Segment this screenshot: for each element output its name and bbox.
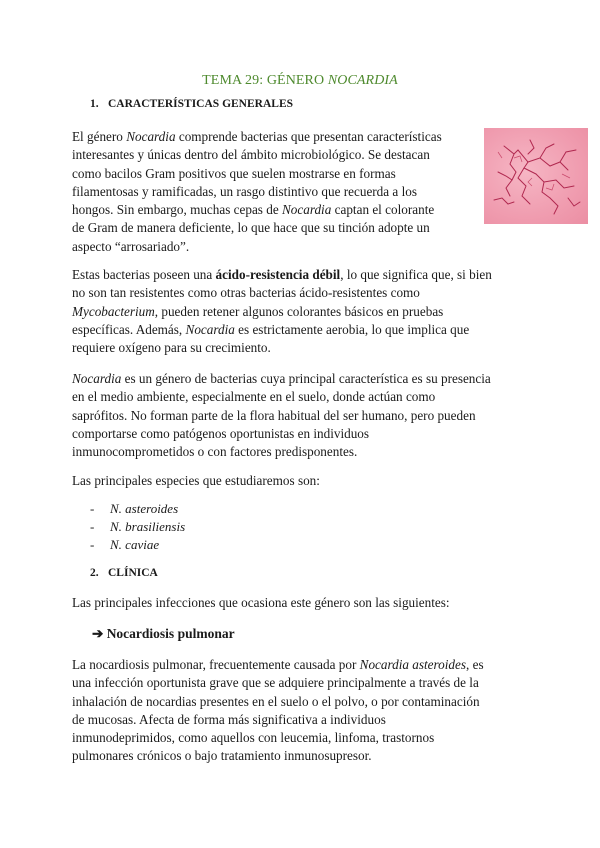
list-item: - N. asteroides (90, 501, 179, 516)
paragraph-species-intro: Las principales especies que estudiaremos son: (72, 473, 320, 488)
list-item: - N. brasiliensis (90, 519, 186, 534)
paragraph-habitat: Nocardia es un género de bacterias cuya principal característica es su presencia en el medio ambiente, especialmente en el suelo, donde actúan como saprófitos. No forman parte de la flora habitual del ser humano, pero pueden comportarse como patógenos oportunistas en individuos inmunocomprometidos o con factores predisponentes. (72, 371, 491, 460)
list-item: - N. caviae (90, 537, 160, 552)
paragraph-pulmonary: La nocardiosis pulmonar, frecuentemente causada por Nocardia asteroides, es una infección oportunista grave que se adquiere principalmente a través de la inhalación de nocardias presentes en el suelo o el polvo, o por contaminación de mucosas. Afecta de forma más significativa a individuos inmunodeprimidos, como aquellos con leucemia, linfoma, trastornos pulmonares crónicos o bajo tratamiento inmunosupresor. (72, 657, 484, 764)
arrow-icon: ➔ (92, 626, 104, 641)
section-heading-clinic: 2. CLÍNICA (90, 567, 158, 579)
paragraph-infections-intro: Las principales infecciones que ocasiona este género son las siguientes: (72, 595, 450, 610)
paragraph-intro: El género Nocardia comprende bacterias que presentan características interesantes y únicas dentro del ámbito microbiológico. Se destacan como bacilos Gram positivos que suelen mostrarse en formas filamentosas y ramificadas, un rasgo distintivo que recuerda a los hongos. Sin embargo, muchas cepas de Nocardia captan el colorante de Gram de manera deficiente, lo que hace que su tinción adopte un aspecto “arrosariado”. (72, 129, 442, 254)
subheading-pulmonary-nocardiosis: ➔ Nocardiosis pulmonar (92, 626, 235, 641)
page-title: TEMA 29: GÉNERO NOCARDIA (202, 73, 398, 88)
nocardia-micrograph-image (484, 128, 588, 224)
species-list (90, 500, 185, 554)
section-heading-characteristics: 1. CARACTERÍSTICAS GENERALES (90, 98, 294, 110)
paragraph-acid-resistance: Estas bacterias poseen una ácido-resistencia débil, lo que significa que, si bien no son tan resistentes como otras bacterias ácido-resistentes como Mycobacterium, pueden retener algunos colorantes básicos en pruebas específicas. Además, Nocardia es estrictamente aerobia, lo que implica que requiere oxígeno para su crecimiento. (72, 267, 492, 356)
